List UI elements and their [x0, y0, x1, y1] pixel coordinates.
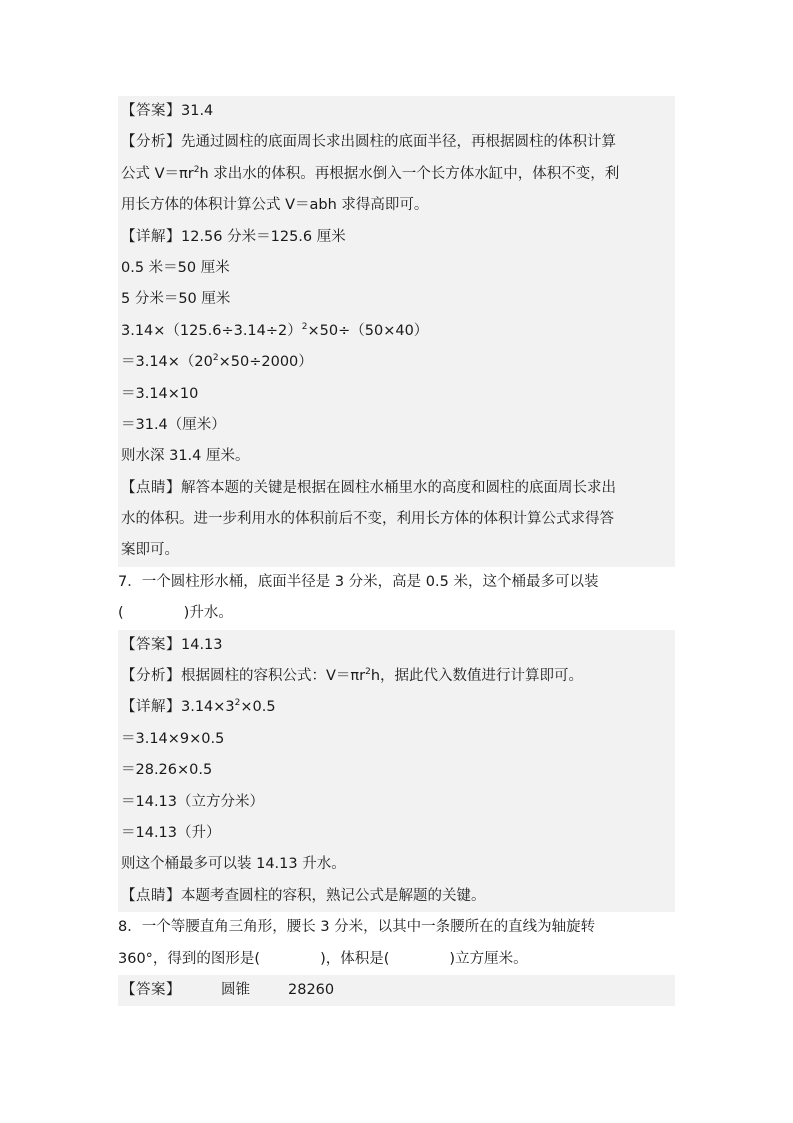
- q7-question-line-2: [118, 598, 675, 629]
- q7-detail-line-2: [118, 724, 675, 755]
- comment-tag: 【点睛】: [121, 887, 181, 904]
- q6-comment-line-3: [118, 535, 675, 566]
- q7-detail-line-1: [118, 692, 675, 723]
- detail-text: 则水深 31.4 厘米。: [121, 448, 250, 465]
- superscript: 2: [234, 698, 241, 709]
- q8-question-line-1: [118, 912, 675, 943]
- document-content: [118, 96, 675, 1006]
- q7-analysis: [118, 661, 675, 692]
- answer-value: 31.4: [181, 103, 214, 119]
- comment-text: 本题考查圆柱的容积，熟记公式是解题的关键。: [181, 887, 486, 904]
- detail-text: ＝14.13（立方分米）: [121, 793, 265, 810]
- detail-text: ×50÷（50×40）: [307, 322, 429, 339]
- analysis-text: 先通过圆柱的底面周长求出圆柱的底面半径，再根据圆柱的体积计算: [181, 134, 616, 151]
- question-text: (: [118, 605, 124, 622]
- q6-analysis-line-3: [118, 190, 675, 221]
- q6-comment-line-1: [118, 473, 675, 504]
- answer-value: 14.13: [181, 636, 223, 653]
- q6-detail-line-7: [118, 410, 675, 441]
- q6-detail-line-4: [118, 316, 675, 347]
- detail-text: 3.14×（125.6÷3.14÷2）: [121, 322, 302, 339]
- analysis-text: h 求出水的体积。再根据水倒入一个长方体水缸中，体积不变，利: [199, 165, 620, 182]
- q7-detail-line-4: [118, 787, 675, 818]
- q6-detail-line-3: [118, 284, 675, 315]
- superscript: 2: [193, 164, 200, 175]
- q7-comment: [118, 881, 675, 912]
- q6-comment-line-2: [118, 504, 675, 535]
- answer-value-2: 28260: [288, 981, 335, 998]
- q6-analysis-line-2: [118, 159, 675, 190]
- question-text: )升水。: [183, 605, 233, 622]
- detail-text: ×50÷2000）: [218, 354, 313, 371]
- analysis-text: 公式 V＝πr: [121, 165, 194, 182]
- q6-answer: [118, 96, 675, 127]
- answer-value-1: 圆锥: [221, 981, 250, 998]
- superscript: 2: [365, 667, 371, 678]
- question-text: )，体积是(: [320, 950, 390, 967]
- detail-text: ＝14.13（升）: [121, 824, 221, 841]
- q6-analysis-line-1: [118, 127, 675, 158]
- comment-text: 水的体积。进一步利用水的体积前后不变，利用长方体的体积计算公式求得答: [121, 511, 614, 528]
- analysis-tag: 【分析】: [121, 134, 181, 151]
- detail-text: 则这个桶最多可以装 14.13 升水。: [121, 856, 346, 873]
- detail-text: 5 分米＝50 厘米: [121, 291, 231, 308]
- analysis-text: h，据此代入数值进行计算即可。: [370, 668, 584, 685]
- detail-text: 3.14×3: [181, 699, 235, 716]
- comment-text: 案即可。: [121, 542, 179, 559]
- detail-text: ＝3.14×（20: [121, 354, 213, 371]
- q6-detail-line-8: [118, 441, 675, 472]
- detail-tag: 【详解】: [121, 699, 181, 716]
- detail-text: ＝3.14×9×0.5: [121, 730, 225, 747]
- q7-question-line-1: [118, 567, 675, 598]
- comment-tag: 【点睛】: [121, 479, 181, 496]
- detail-text: ＝3.14×10: [121, 385, 199, 402]
- question-text: 7．一个圆柱形水桶，底面半径是 3 分米，高是 0.5 米，这个桶最多可以装: [118, 573, 599, 590]
- detail-text: ＝28.26×0.5: [121, 762, 213, 779]
- detail-text: 0.5 米＝50 厘米: [121, 259, 230, 276]
- detail-tag: 【详解】: [121, 228, 181, 245]
- answer-tag: 【答案】: [121, 103, 181, 119]
- detail-text: ×0.5: [240, 699, 276, 716]
- q8-question-line-2: [118, 944, 675, 975]
- q7-detail-line-5: [118, 818, 675, 849]
- superscript: 2: [301, 321, 308, 332]
- q6-detail-line-6: [118, 379, 675, 410]
- q8-answer: [118, 975, 675, 1006]
- analysis-tag: 【分析】: [121, 668, 181, 685]
- detail-text: ＝31.4（厘米）: [121, 416, 226, 433]
- analysis-text: 用长方体的体积计算公式 V＝abh 求得高即可。: [121, 197, 429, 214]
- superscript: 2: [212, 353, 219, 364]
- answer-tag: 【答案】: [121, 981, 181, 998]
- q6-detail-line-5: [118, 347, 675, 378]
- q6-detail-line-1: [118, 222, 675, 253]
- question-text: 8．一个等腰直角三角形，腰长 3 分米，以其中一条腰所在的直线为轴旋转: [118, 919, 596, 936]
- comment-text: 解答本题的关键是根据在圆柱水桶里水的高度和圆柱的底面周长求出: [181, 479, 616, 496]
- detail-text: 12.56 分米＝125.6 厘米: [181, 228, 346, 245]
- question-text: 360°，得到的图形是(: [118, 950, 261, 967]
- q7-detail-line-3: [118, 755, 675, 786]
- analysis-text: 根据圆柱的容积公式：V＝πr: [181, 668, 366, 685]
- q7-answer: [118, 630, 675, 661]
- answer-tag: 【答案】: [121, 636, 181, 653]
- q7-detail-line-6: [118, 849, 675, 880]
- q6-detail-line-2: [118, 253, 675, 284]
- question-text: )立方厘米。: [449, 950, 528, 967]
